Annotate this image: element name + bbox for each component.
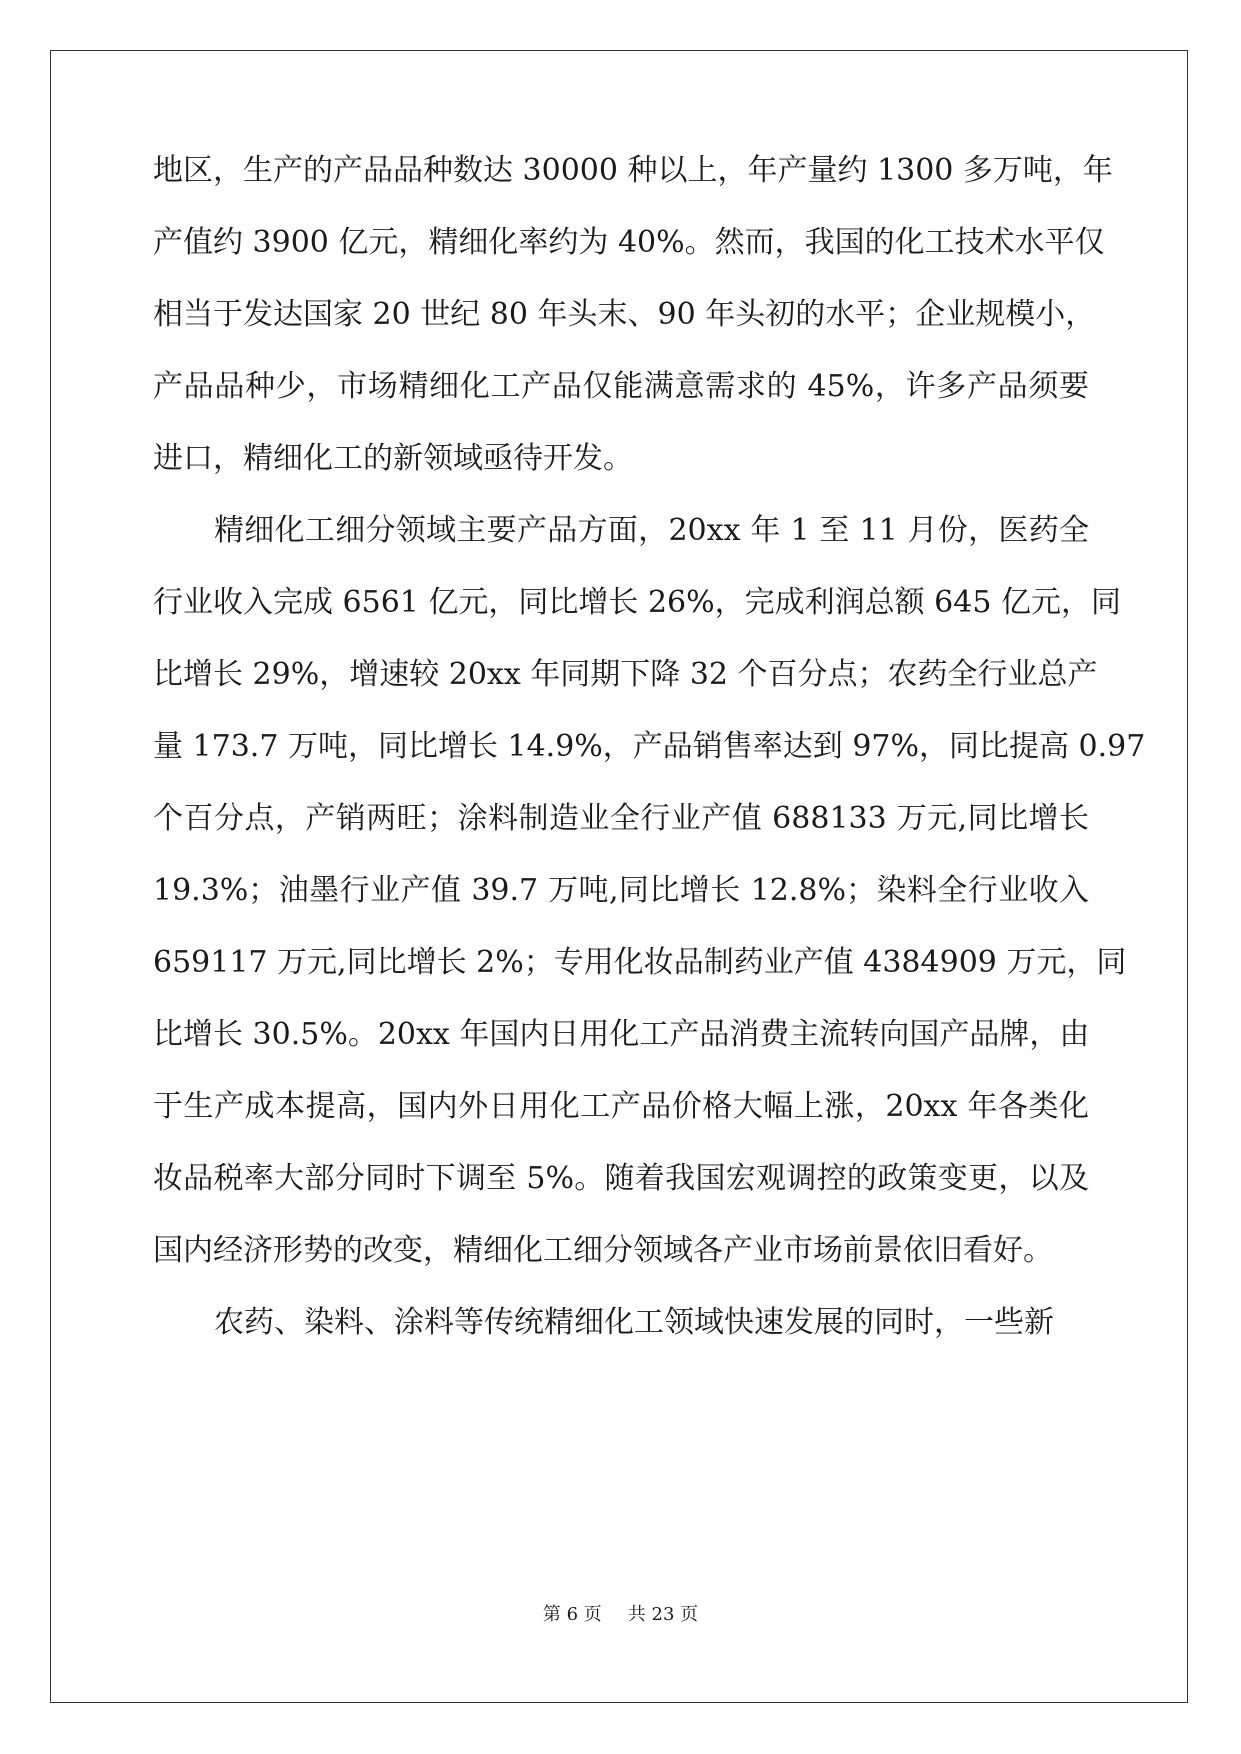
text-line: 相当于发达国家 20 世纪 80 年头末、90 年头初的水平；企业规模小，	[153, 297, 1096, 332]
text-line: 个百分点，产销两旺；涂料制造业全行业产值 688133 万元,同比增长	[153, 801, 1089, 836]
text-line: 产值约 3900 亿元，精细化率约为 40%。然而，我国的化工技术水平仅	[153, 225, 1105, 260]
page-total: 共 23 页	[627, 1604, 699, 1625]
text-line: 于生产成本提高，国内外日用化工产品价格大幅上涨，20xx 年各类化	[153, 1089, 1089, 1124]
text-line: 进口，精细化工的新领域亟待开发。	[153, 441, 633, 476]
text-line: 659117 万元,同比增长 2%；专用化妆品制药业产值 4384909 万元，同	[153, 945, 1127, 980]
text-line: 地区，生产的产品品种数达 30000 种以上，年产量约 1300 多万吨，年	[153, 153, 1113, 188]
text-line: 妆品税率大部分同时下调至 5%。随着我国宏观调控的政策变更，以及	[153, 1161, 1089, 1196]
text-line: 比增长 29%，增速较 20xx 年同期下降 32 个百分点；农药全行业总产	[153, 657, 1098, 692]
text-line: 国内经济形势的改变，精细化工细分领域各产业市场前景依旧看好。	[153, 1233, 1053, 1268]
text-line: 产品品种少，市场精细化工产品仅能满意需求的 45%，许多产品须要	[153, 369, 1089, 404]
text-line: 量 173.7 万吨，同比增长 14.9%，产品销售率达到 97%，同比提高 0.97	[153, 729, 1146, 764]
paragraph-start-line: 精细化工细分领域主要产品方面，20xx 年 1 至 11 月份，医药全	[214, 513, 1089, 548]
page-number: 第 6 页	[542, 1604, 602, 1625]
paragraph-start-line: 农药、染料、涂料等传统精细化工领域快速发展的同时，一些新	[214, 1305, 1054, 1340]
text-line: 比增长 30.5%。20xx 年国内日用化工产品消费主流转向国产品牌，由	[153, 1017, 1090, 1052]
text-line: 19.3%；油墨行业产值 39.7 万吨,同比增长 12.8%；染料全行业收入	[153, 873, 1089, 908]
page-footer	[0, 1606, 1241, 1624]
text-line: 行业收入完成 6561 亿元，同比增长 26%，完成利润总额 645 亿元，同	[153, 585, 1121, 620]
